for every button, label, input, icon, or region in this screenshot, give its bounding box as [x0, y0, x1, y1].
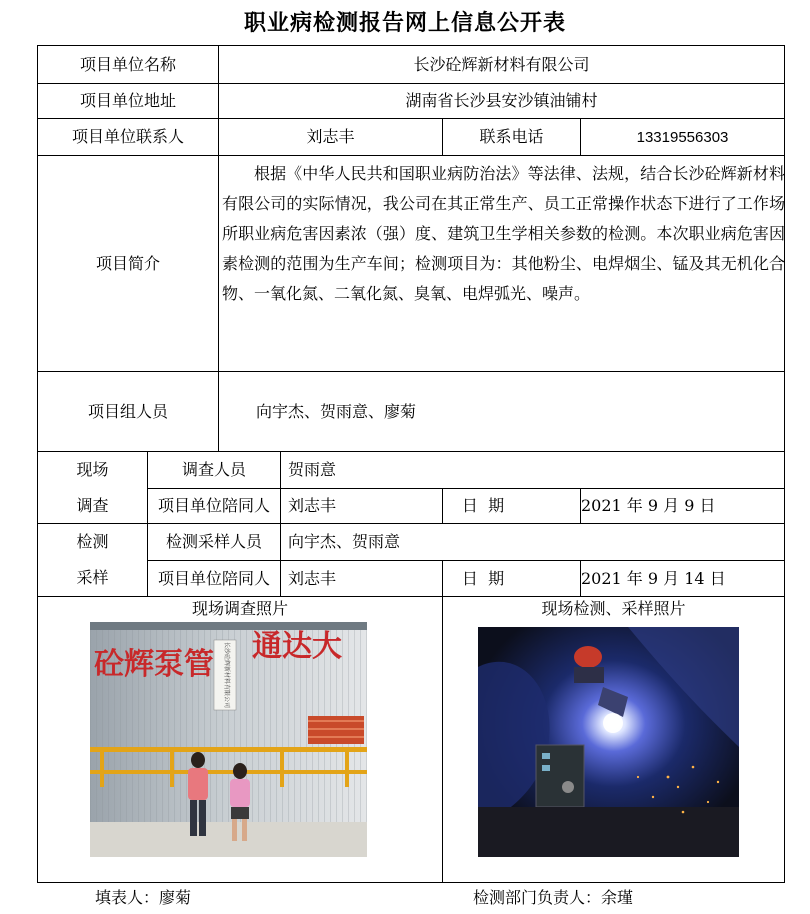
company-plaque-text: 长沙砼辉新材料有限公司 — [223, 641, 230, 709]
page-title: 职业病检测报告网上信息公开表 — [243, 10, 566, 36]
survey-label-line2: 调查 — [76, 495, 109, 515]
survey-date-value: 2021 年 9 月 9 日 — [581, 496, 716, 515]
sampling-date-label: 日 期 — [461, 568, 505, 588]
team-value: 向宇杰、贺雨意、廖菊 — [256, 401, 417, 421]
sampler-value: 向宇杰、贺雨意 — [288, 532, 401, 551]
sampling-photo — [478, 627, 739, 857]
phone-value: 13319556303 — [636, 128, 729, 146]
contact-label: 项目单位联系人 — [71, 127, 184, 146]
factory-sign-text-2: 通达大 — [252, 629, 342, 664]
survey-photo — [90, 622, 367, 857]
survey-companion-label: 项目单位陪同人 — [157, 496, 270, 515]
factory-sign-text: 砼辉泵管 — [94, 647, 214, 682]
team-label: 项目组人员 — [87, 401, 168, 421]
sampling-companion-value: 刘志丰 — [288, 568, 337, 588]
sampler-label: 检测采样人员 — [165, 532, 262, 551]
sampling-label-line2: 采样 — [76, 568, 109, 587]
investigator-label: 调查人员 — [181, 460, 246, 479]
survey-photo-image — [90, 622, 367, 857]
sampling-companion-label: 项目单位陪同人 — [157, 568, 270, 588]
unit-address-label: 项目单位地址 — [79, 91, 176, 110]
unit-name-label: 项目单位名称 — [79, 54, 176, 74]
intro-text: 根据《中华人民共和国职业病防治法》等法律、法规，结合长沙砼辉新材料有限公司的实际情况，我公司在其正常生产、员工正常操作状态下进行了工作场所职业病危害因素浓（强）度、建筑卫生学相关参数的检测。本次职业病危害因素检测的范围为生产车间；检测项目为：其他粉尘、电焊烟尘、锰及其无机化合物、一氧化氮、二氧化氮、臭氧、电焊弧光、噪声。 — [222, 164, 785, 303]
survey-photo-caption: 现场调查照片 — [191, 599, 288, 618]
sampling-label-line1: 检测 — [76, 532, 109, 551]
survey-companion-value: 刘志丰 — [288, 496, 337, 515]
investigator-value: 贺雨意 — [288, 460, 337, 479]
sampling-date-value: 2021 年 9 月 14 日 — [581, 568, 726, 588]
contact-value: 刘志丰 — [306, 127, 355, 146]
intro-label: 项目简介 — [95, 253, 160, 273]
sampling-photo-image — [478, 627, 739, 857]
sampling-photo-caption: 现场检测、采样照片 — [541, 599, 686, 618]
unit-address-value: 湖南省长沙县安沙镇油铺村 — [405, 91, 598, 110]
phone-label: 联系电话 — [479, 127, 544, 146]
department-head-signature: 检测部门负责人：余瑾 — [473, 888, 634, 907]
survey-date-label: 日 期 — [461, 496, 505, 515]
filler-signature: 填表人：廖菊 — [95, 888, 192, 907]
survey-label-line1: 现场 — [76, 460, 109, 479]
unit-name-value: 长沙砼辉新材料有限公司 — [413, 54, 590, 74]
